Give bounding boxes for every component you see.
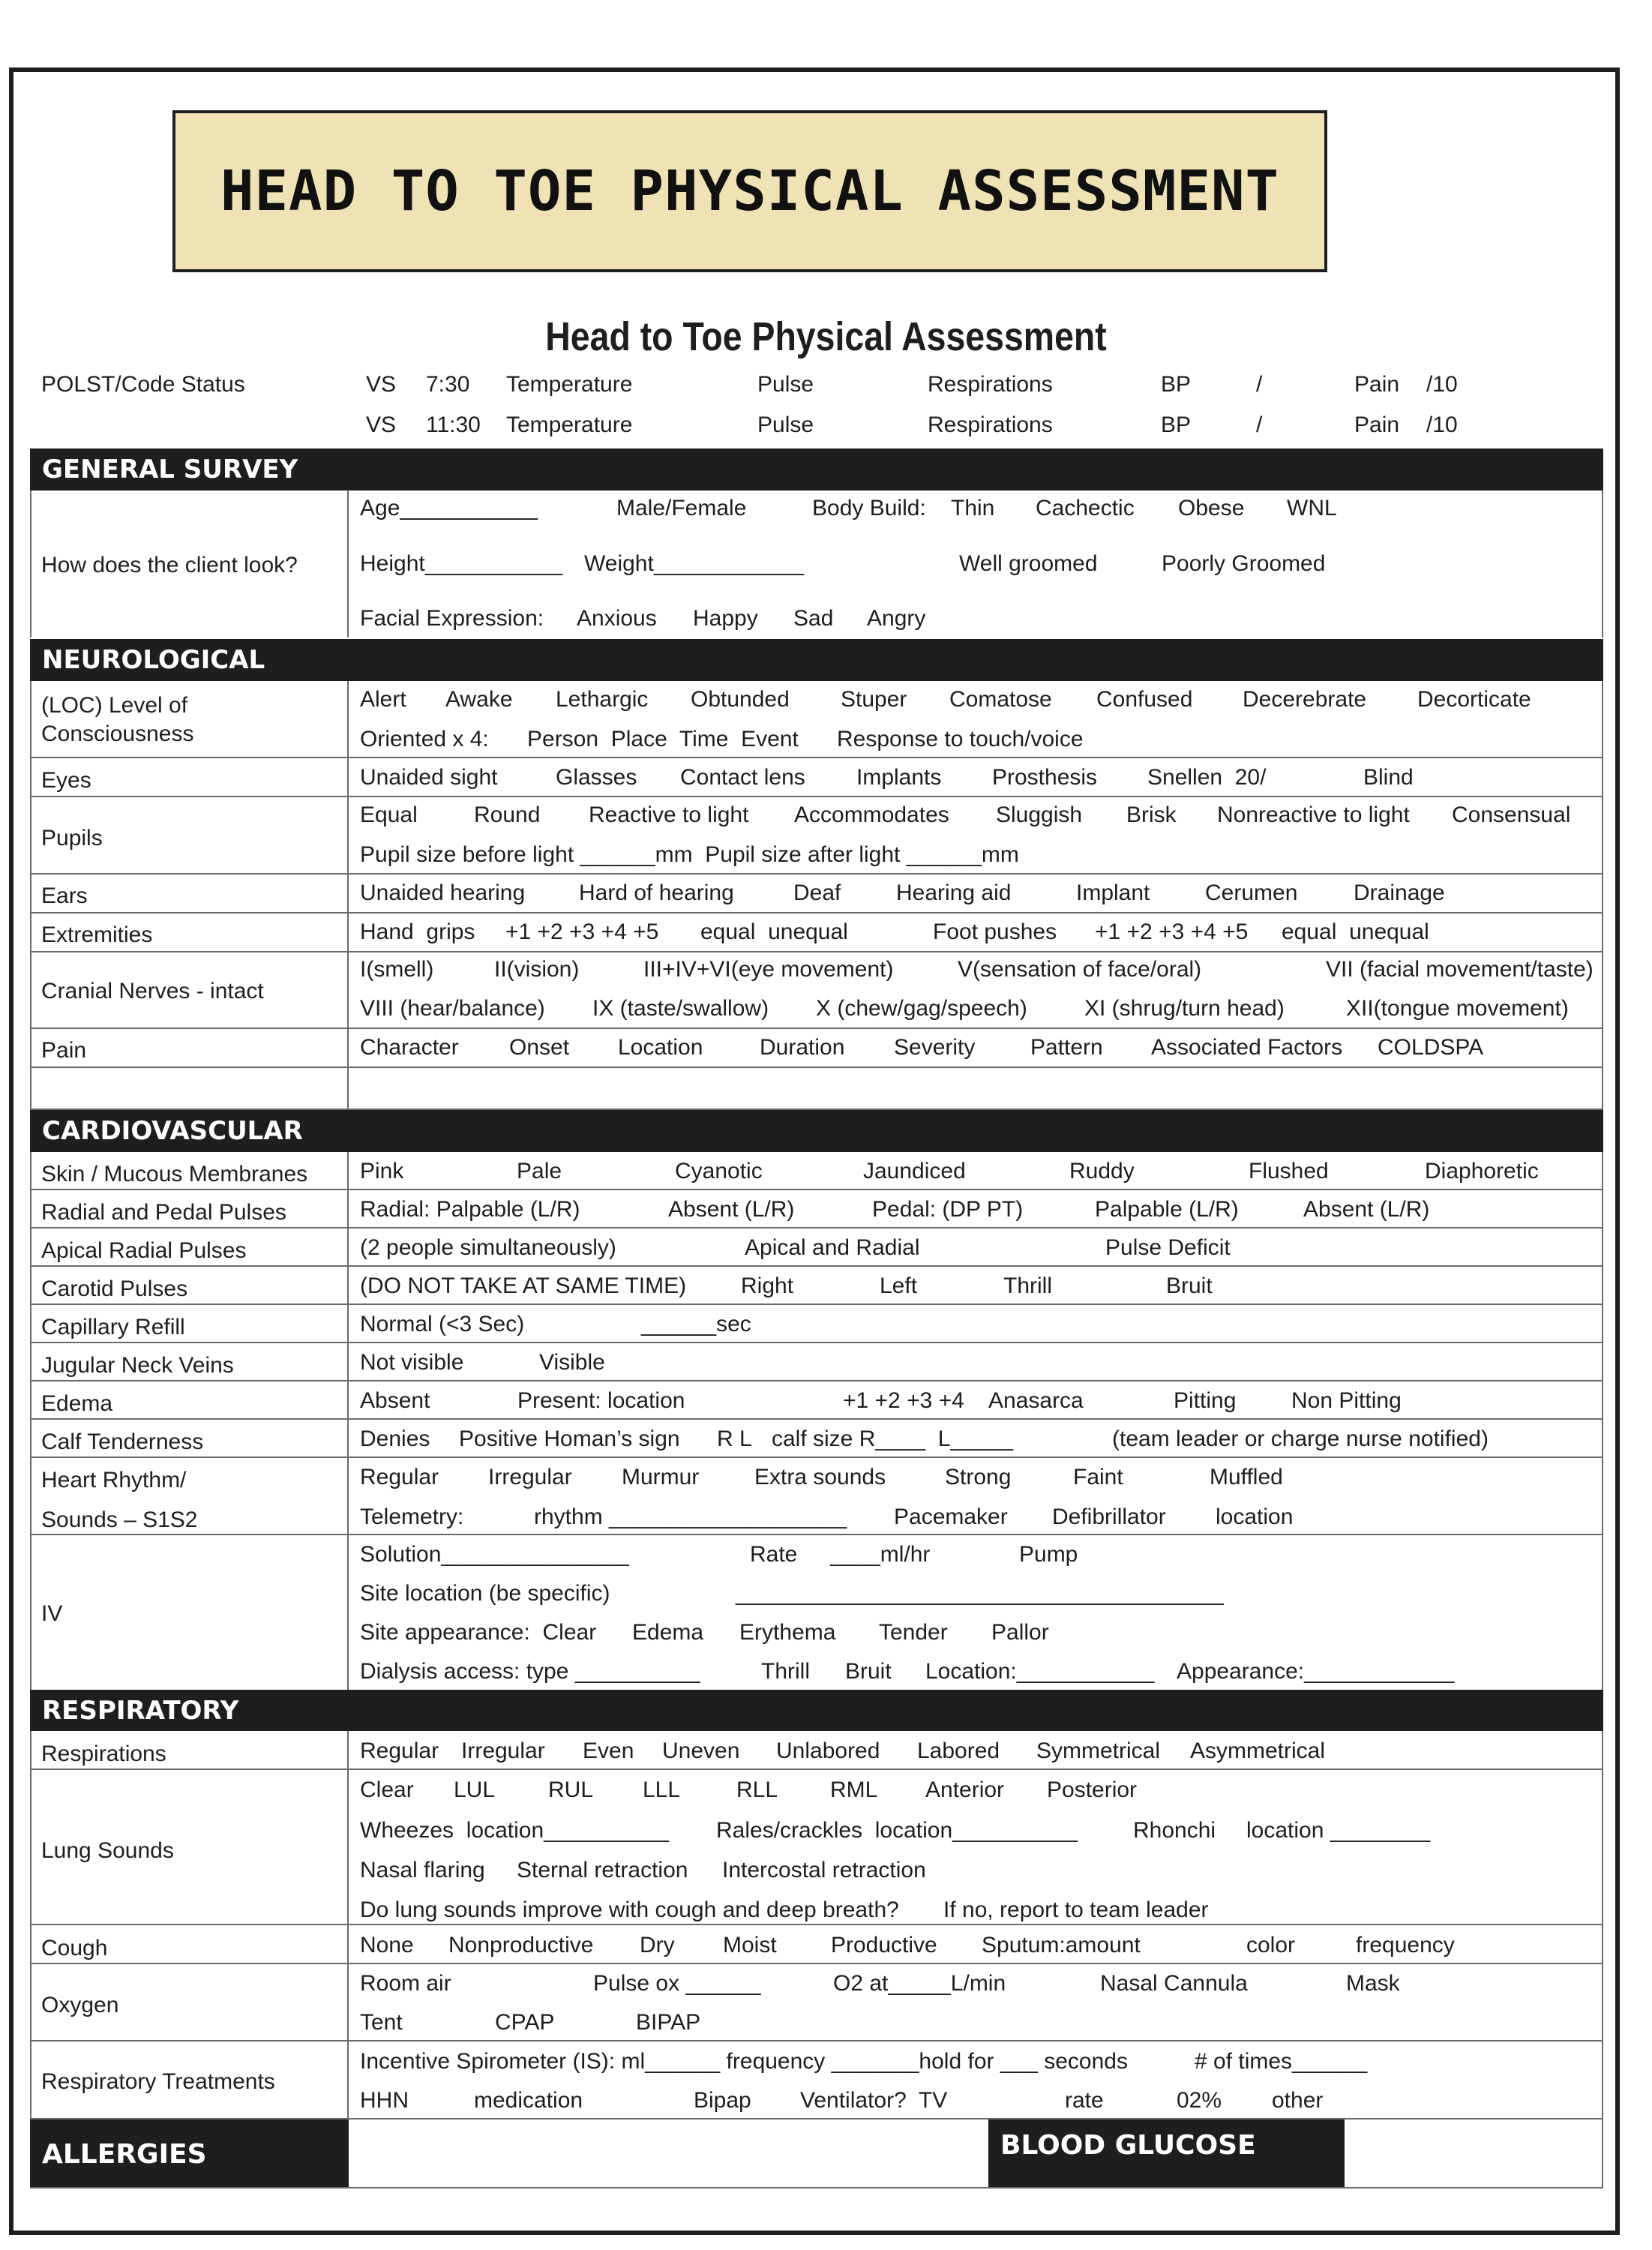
- lung-option[interactable]: LLL: [643, 1778, 681, 1802]
- cough-option[interactable]: Moist: [723, 1933, 777, 1958]
- ventilator-rate[interactable]: rate: [1065, 2088, 1104, 2113]
- heart-option[interactable]: Strong: [945, 1465, 1012, 1490]
- pulse-option[interactable]: Absent (L/R): [668, 1197, 795, 1222]
- row-line: [30, 1924, 1603, 1925]
- cap-refill-label: Capillary Refill: [41, 1315, 185, 1340]
- snellen-field[interactable]: Snellen 20/: [1147, 765, 1267, 790]
- calf-label: Calf Tenderness: [41, 1430, 204, 1454]
- lung-question: Do lung sounds improve with cough and deep breath?: [360, 1898, 899, 1922]
- calf-option[interactable]: Positive Homan’s sign: [459, 1426, 680, 1451]
- option-brisk[interactable]: Brisk: [1126, 802, 1177, 827]
- pain-option[interactable]: Location: [618, 1035, 703, 1060]
- option-unaided-hearing[interactable]: Unaided hearing: [360, 880, 526, 905]
- pain-option[interactable]: Duration: [760, 1035, 845, 1060]
- cough-option[interactable]: None: [360, 1933, 414, 1958]
- foot-pushes-equality[interactable]: equal unequal: [1282, 920, 1429, 944]
- cn-option[interactable]: I(smell): [360, 957, 434, 982]
- column-divider: [347, 490, 349, 638]
- iv-appearance-label[interactable]: Site appearance: Clear: [360, 1620, 597, 1645]
- pupils-label: Pupils: [41, 826, 103, 850]
- apical-note: (2 people simultaneously): [360, 1235, 616, 1260]
- o2-option[interactable]: Mask: [1346, 1971, 1400, 1996]
- section-respiratory: RESPIRATORY: [30, 1690, 1603, 1731]
- row-line: [30, 757, 1603, 758]
- vs-temp: Temperature: [506, 412, 633, 437]
- row-line: [30, 1028, 1603, 1029]
- edema-option[interactable]: Non Pitting: [1291, 1388, 1402, 1413]
- heart-option[interactable]: Pacemaker: [894, 1504, 1008, 1529]
- option-lethargic[interactable]: Lethargic: [556, 687, 649, 712]
- table-border: [30, 681, 31, 1110]
- oriented-label: Oriented x 4:: [360, 727, 489, 752]
- heart-option[interactable]: Muffled: [1210, 1465, 1283, 1490]
- cough-option[interactable]: Productive: [831, 1933, 937, 1958]
- blood-glucose-label: BLOOD GLUCOSE: [988, 2120, 1345, 2188]
- vs-pain-scale: /10: [1426, 372, 1458, 397]
- rt-option-other[interactable]: other: [1272, 2088, 1324, 2113]
- skin-label: Skin / Mucous Membranes: [41, 1162, 308, 1186]
- option-drainage[interactable]: Drainage: [1354, 880, 1445, 905]
- cough-label: Cough: [41, 1936, 108, 1960]
- skin-option[interactable]: Diaphoretic: [1425, 1159, 1539, 1184]
- pulse-option[interactable]: Absent (L/R): [1303, 1197, 1430, 1222]
- dialysis-option[interactable]: Bruit: [845, 1659, 892, 1684]
- cn-option[interactable]: X (chew/gag/speech): [816, 996, 1027, 1021]
- apical-option[interactable]: Apical and Radial: [745, 1235, 920, 1260]
- option-decerebrate[interactable]: Decerebrate: [1243, 687, 1367, 712]
- is-fields[interactable]: Incentive Spirometer (IS): ml______ frequency _______hold for ___ seconds: [360, 2049, 1128, 2074]
- heart-option[interactable]: Defibrillator: [1052, 1504, 1166, 1529]
- rt-option[interactable]: Bipap: [694, 2088, 751, 2113]
- option-wnl[interactable]: WNL: [1287, 496, 1337, 520]
- iv-site-label: Site location (be specific): [360, 1581, 610, 1606]
- hand-grips-equality[interactable]: equal unequal: [700, 920, 848, 944]
- o2-option[interactable]: Tent: [360, 2010, 403, 2035]
- cap-refill-seconds[interactable]: ______sec: [641, 1312, 751, 1336]
- calf-side[interactable]: R L: [717, 1426, 752, 1451]
- vs-label: VS: [366, 412, 397, 437]
- hand-grips-scale[interactable]: +1 +2 +3 +4 +5: [505, 920, 659, 944]
- option-glasses[interactable]: Glasses: [556, 765, 637, 790]
- lung-option[interactable]: LUL: [454, 1778, 496, 1802]
- cap-option-normal[interactable]: Normal (<3 Sec): [360, 1312, 525, 1336]
- option-deaf[interactable]: Deaf: [793, 880, 841, 905]
- edema-option[interactable]: Absent: [360, 1388, 430, 1413]
- o2-option[interactable]: BIPAP: [636, 2010, 701, 2035]
- vs-pain: Pain: [1354, 412, 1400, 437]
- option-cachectic[interactable]: Cachectic: [1036, 496, 1135, 520]
- o2-rate-field[interactable]: O2 at_____L/min: [833, 1971, 1006, 1996]
- rt-option[interactable]: medication: [474, 2088, 583, 2113]
- row-line: [30, 1456, 1603, 1458]
- loc-label: (LOC) Level of Consciousness: [41, 693, 194, 746]
- oxygen-label: Oxygen: [41, 1993, 119, 2018]
- rales-location-field[interactable]: Rales/crackles location__________: [716, 1818, 1078, 1843]
- rhonchi-location-field[interactable]: location ________: [1246, 1818, 1431, 1843]
- option-unaided-sight[interactable]: Unaided sight: [360, 765, 498, 790]
- apical-option[interactable]: Pulse Deficit: [1105, 1235, 1231, 1260]
- option-hearing-aid[interactable]: Hearing aid: [896, 880, 1012, 905]
- table-border: [30, 1731, 31, 2120]
- polst-label: POLST/Code Status: [41, 372, 245, 397]
- pulse-option[interactable]: Radial: Palpable (L/R): [360, 1197, 580, 1222]
- iv-option[interactable]: Tender: [879, 1620, 948, 1645]
- iv-label: IV: [41, 1601, 63, 1626]
- rr-option[interactable]: Regular: [360, 1738, 439, 1763]
- vs-bp-slash: /: [1256, 412, 1263, 437]
- carotid-option[interactable]: Left: [880, 1274, 918, 1298]
- iv-solution-field[interactable]: Solution_______________: [360, 1542, 629, 1567]
- table-border: [30, 490, 31, 638]
- cn-option[interactable]: XI (shrug/turn head): [1084, 996, 1285, 1021]
- rr-option[interactable]: Irregular: [461, 1738, 545, 1763]
- pain-label: Pain: [41, 1038, 87, 1063]
- pulse-option[interactable]: Palpable (L/R): [1095, 1197, 1239, 1222]
- section-general-survey: GENERAL SURVEY: [30, 448, 1603, 490]
- iv-option-pump[interactable]: Pump: [1019, 1542, 1078, 1567]
- edema-scale[interactable]: +1 +2 +3 +4: [843, 1388, 964, 1413]
- option-obese[interactable]: Obese: [1178, 496, 1245, 520]
- heart-option[interactable]: Regular: [360, 1465, 439, 1490]
- column-divider: [347, 1152, 349, 1690]
- pupil-size-fields[interactable]: Pupil size before light ______mm Pupil size after light ______mm: [360, 842, 1019, 867]
- heart-option[interactable]: Irregular: [488, 1465, 572, 1490]
- page-subtitle: Head to Toe Physical Assessment: [545, 314, 1107, 359]
- option-obtunded[interactable]: Obtunded: [691, 687, 790, 712]
- option-poorly-groomed[interactable]: Poorly Groomed: [1162, 551, 1326, 576]
- pain-option[interactable]: Associated Factors: [1151, 1035, 1343, 1060]
- carotid-option[interactable]: Right: [741, 1274, 794, 1298]
- heart-option[interactable]: Murmur: [622, 1465, 700, 1490]
- skin-option[interactable]: Pale: [517, 1159, 562, 1184]
- cough-option[interactable]: Dry: [640, 1933, 675, 1958]
- option-anxious[interactable]: Anxious: [577, 606, 657, 631]
- iv-rate-field[interactable]: ____ml/hr: [830, 1542, 931, 1567]
- option-accommodates[interactable]: Accommodates: [794, 802, 949, 827]
- lung-option[interactable]: Intercostal retraction: [722, 1858, 926, 1882]
- rt-option[interactable]: HHN: [360, 2088, 409, 2113]
- ventilator-tv[interactable]: Ventilator? TV: [800, 2088, 948, 2113]
- pulse-ox-field[interactable]: Pulse ox ______: [593, 1971, 761, 1996]
- row-line: [30, 1380, 1603, 1382]
- lung-option-rhonchi[interactable]: Rhonchi: [1133, 1818, 1216, 1843]
- option-stuper[interactable]: Stuper: [841, 687, 907, 712]
- row-line: [30, 1265, 1603, 1267]
- row-line: [30, 1189, 1603, 1190]
- sputum-amount[interactable]: Sputum:amount: [982, 1933, 1141, 1958]
- edema-label: Edema: [41, 1391, 113, 1416]
- row-line: [30, 1418, 1603, 1420]
- row-line: [30, 2040, 1603, 2042]
- option-implants[interactable]: Implants: [856, 765, 942, 790]
- apical-label: Apical Radial Pulses: [41, 1238, 247, 1263]
- iv-option[interactable]: Edema: [632, 1620, 704, 1645]
- option-reactive[interactable]: Reactive to light: [589, 802, 749, 827]
- row-line: [30, 912, 1603, 914]
- pain-option[interactable]: Onset: [509, 1035, 570, 1060]
- lung-option[interactable]: RML: [830, 1778, 878, 1802]
- vs-time: 7:30: [426, 372, 470, 397]
- option-sluggish[interactable]: Sluggish: [996, 802, 1083, 827]
- jvd-label: Jugular Neck Veins: [41, 1353, 234, 1378]
- cn-option[interactable]: II(vision): [494, 957, 580, 982]
- respirations-label: Respirations: [41, 1742, 166, 1766]
- row-line: [30, 951, 1603, 952]
- ventilator-o2[interactable]: 02%: [1177, 2088, 1222, 2113]
- rr-option[interactable]: Labored: [917, 1738, 1000, 1763]
- table-border: [1602, 681, 1603, 1110]
- option-well-groomed[interactable]: Well groomed: [959, 551, 1098, 576]
- lung-option[interactable]: Posterior: [1047, 1778, 1138, 1802]
- row-line: [30, 2187, 1603, 2188]
- option-decorticate[interactable]: Decorticate: [1417, 687, 1531, 712]
- heart-label: Sounds – S1S2: [41, 1508, 198, 1532]
- cn-option[interactable]: XII(tongue movement): [1346, 996, 1569, 1021]
- body-build-label: Body Build:: [812, 496, 926, 520]
- table-border: [30, 1152, 31, 1690]
- calf-size-fields[interactable]: calf size R____ L_____: [772, 1426, 1013, 1451]
- pain-option[interactable]: Pattern: [1030, 1035, 1103, 1060]
- heart-option[interactable]: Faint: [1073, 1465, 1123, 1490]
- blood-glucose-field[interactable]: [1345, 2120, 1602, 2187]
- vs-bp: BP: [1161, 412, 1192, 437]
- lung-option[interactable]: Clear: [360, 1778, 414, 1802]
- edema-option[interactable]: Anasarca: [988, 1388, 1084, 1413]
- option-nonreactive[interactable]: Nonreactive to light: [1217, 802, 1410, 827]
- row-line: [30, 1304, 1603, 1305]
- calf-note: (team leader or charge nurse notified): [1112, 1426, 1489, 1451]
- ears-label: Ears: [41, 884, 88, 908]
- cn-option[interactable]: IX (taste/swallow): [592, 996, 769, 1021]
- iv-option[interactable]: Pallor: [991, 1620, 1049, 1645]
- sputum-frequency[interactable]: frequency: [1356, 1933, 1455, 1958]
- lung-instruction: If no, report to team leader: [943, 1898, 1209, 1922]
- option-angry[interactable]: Angry: [867, 606, 926, 631]
- foot-pushes-label: Foot pushes: [933, 920, 1057, 944]
- hand-grips-label: Hand grips: [360, 920, 475, 944]
- heart-label: Heart Rhythm/: [41, 1468, 187, 1492]
- cranial-nerves-label: Cranial Nerves - intact: [41, 979, 264, 1004]
- vs-bp: BP: [1161, 372, 1192, 397]
- option-sad[interactable]: Sad: [793, 606, 834, 631]
- o2-option[interactable]: CPAP: [495, 2010, 555, 2035]
- carotid-label: Carotid Pulses: [41, 1276, 188, 1301]
- heart-option[interactable]: Extra sounds: [754, 1465, 886, 1490]
- eyes-label: Eyes: [41, 768, 91, 793]
- rr-option[interactable]: Unlabored: [776, 1738, 880, 1763]
- row-line: [30, 1227, 1603, 1228]
- rr-option[interactable]: Asymmetrical: [1190, 1738, 1326, 1763]
- extremities-label: Extremities: [41, 922, 153, 947]
- option-consensual[interactable]: Consensual: [1452, 802, 1571, 827]
- telemetry-label: Telemetry:: [360, 1504, 464, 1529]
- table-border: [1602, 490, 1603, 638]
- option-cerumen[interactable]: Cerumen: [1205, 880, 1298, 905]
- vs-pain-scale: /10: [1426, 412, 1458, 437]
- lung-option[interactable]: Anterior: [925, 1778, 1005, 1802]
- height-field[interactable]: Height___________: [360, 551, 563, 576]
- cn-option[interactable]: VII (facial movement/taste): [1326, 957, 1594, 982]
- option-alert[interactable]: Alert: [360, 687, 406, 712]
- row-line: [30, 1768, 1603, 1770]
- o2-option[interactable]: Room air: [360, 1971, 451, 1996]
- section-neurological: NEUROLOGICAL: [30, 639, 1603, 681]
- cn-option[interactable]: VIII (hear/balance): [360, 996, 545, 1021]
- weight-field[interactable]: Weight____________: [584, 551, 805, 576]
- vs-resp: Respirations: [928, 372, 1053, 397]
- rr-option[interactable]: Symmetrical: [1036, 1738, 1161, 1763]
- option-round[interactable]: Round: [474, 802, 541, 827]
- skin-option[interactable]: Pink: [360, 1159, 404, 1184]
- foot-pushes-scale[interactable]: +1 +2 +3 +4 +5: [1095, 920, 1249, 944]
- cough-option[interactable]: Nonproductive: [448, 1933, 594, 1958]
- jvd-option[interactable]: Visible: [539, 1350, 605, 1375]
- option-thin[interactable]: Thin: [951, 496, 995, 520]
- option-awake[interactable]: Awake: [445, 687, 513, 712]
- dialysis-option[interactable]: Thrill: [761, 1659, 810, 1684]
- option-prosthesis[interactable]: Prosthesis: [992, 765, 1098, 790]
- option-contact-lens[interactable]: Contact lens: [680, 765, 805, 790]
- age-field[interactable]: Age___________: [360, 496, 538, 520]
- option-confused[interactable]: Confused: [1096, 687, 1193, 712]
- pain-option[interactable]: COLDSPA: [1378, 1035, 1484, 1060]
- column-divider: [347, 1731, 349, 2120]
- option-comatose[interactable]: Comatose: [949, 687, 1052, 712]
- edema-location[interactable]: Present: location: [517, 1388, 685, 1413]
- vs-temp: Temperature: [506, 372, 633, 397]
- wheezes-location-field[interactable]: Wheezes location__________: [360, 1818, 669, 1843]
- vs-pain: Pain: [1354, 372, 1400, 397]
- skin-option[interactable]: Ruddy: [1069, 1159, 1135, 1184]
- vs-bp-slash: /: [1256, 372, 1263, 397]
- dialysis-type-field[interactable]: Dialysis access: type __________: [360, 1659, 700, 1684]
- vs-pulse: Pulse: [757, 412, 814, 437]
- pain-option[interactable]: Severity: [894, 1035, 976, 1060]
- cn-option[interactable]: III+IV+VI(eye movement): [643, 957, 894, 982]
- vs-resp: Respirations: [928, 412, 1053, 437]
- vs-label: VS: [366, 372, 397, 397]
- pulse-option[interactable]: Pedal: (DP PT): [872, 1197, 1024, 1222]
- skin-option[interactable]: Jaundiced: [863, 1159, 966, 1184]
- lung-option[interactable]: Sternal retraction: [517, 1858, 688, 1882]
- radial-label: Radial and Pedal Pulses: [41, 1200, 286, 1225]
- sex-option[interactable]: Male/Female: [616, 496, 747, 520]
- orientation-options[interactable]: Person Place Time Event: [527, 727, 799, 752]
- iv-rate-label: Rate: [750, 1542, 798, 1567]
- iv-option[interactable]: Erythema: [739, 1620, 836, 1645]
- row-line: [30, 1066, 1603, 1068]
- carotid-note: (DO NOT TAKE AT SAME TIME): [360, 1274, 687, 1298]
- dialysis-appearance-field[interactable]: Appearance:____________: [1177, 1659, 1455, 1684]
- row-line: [30, 1342, 1603, 1343]
- telemetry-rhythm-field[interactable]: rhythm ___________________: [534, 1504, 847, 1529]
- o2-option[interactable]: Nasal Cannula: [1100, 1971, 1248, 1996]
- row-line: [30, 796, 1603, 797]
- edema-option[interactable]: Pitting: [1174, 1388, 1237, 1413]
- general-label: How does the client look?: [41, 553, 298, 578]
- lung-sounds-label: Lung Sounds: [41, 1838, 174, 1863]
- cn-option[interactable]: V(sensation of face/oral): [958, 957, 1202, 982]
- carotid-option[interactable]: Thrill: [1003, 1274, 1052, 1298]
- lung-option[interactable]: Nasal flaring: [360, 1858, 485, 1882]
- column-divider: [347, 681, 349, 1110]
- table-border: [1602, 1152, 1603, 1690]
- option-hard-of-hearing[interactable]: Hard of hearing: [579, 880, 734, 905]
- sputum-color[interactable]: color: [1246, 1933, 1296, 1958]
- option-blind[interactable]: Blind: [1363, 765, 1414, 790]
- lung-option[interactable]: RUL: [548, 1778, 594, 1802]
- skin-option[interactable]: Cyanotic: [675, 1159, 763, 1184]
- calf-option[interactable]: Denies: [360, 1426, 430, 1451]
- allergies-label: ALLERGIES: [30, 2120, 349, 2188]
- is-times-field[interactable]: # of times______: [1195, 2049, 1368, 2074]
- row-line: [30, 1963, 1603, 1964]
- rr-option[interactable]: Even: [583, 1738, 634, 1763]
- option-response-touch[interactable]: Response to touch/voice: [837, 727, 1084, 752]
- resp-treatments-label: Respiratory Treatments: [41, 2069, 275, 2094]
- allergies-field[interactable]: [349, 2120, 988, 2187]
- iv-site-field[interactable]: _______________________________________: [736, 1581, 1224, 1606]
- pain-option[interactable]: Character: [360, 1035, 459, 1060]
- option-happy[interactable]: Happy: [693, 606, 758, 631]
- banner-title: HEAD TO TOE PHYSICAL ASSESSMENT: [172, 110, 1327, 272]
- option-equal[interactable]: Equal: [360, 802, 418, 827]
- carotid-option[interactable]: Bruit: [1166, 1274, 1213, 1298]
- lung-option[interactable]: RLL: [736, 1778, 778, 1802]
- section-cardiovascular: CARDIOVASCULAR: [30, 1110, 1603, 1152]
- row-line: [30, 873, 1603, 874]
- facial-expression-label: Facial Expression:: [360, 606, 544, 631]
- row-line: [30, 1534, 1603, 1535]
- dialysis-location-field[interactable]: Location:___________: [925, 1659, 1155, 1684]
- heart-option[interactable]: location: [1216, 1504, 1294, 1529]
- vs-pulse: Pulse: [757, 372, 814, 397]
- jvd-option[interactable]: Not visible: [360, 1350, 464, 1375]
- vs-time: 11:30: [426, 412, 481, 437]
- skin-option[interactable]: Flushed: [1249, 1159, 1329, 1184]
- option-implant[interactable]: Implant: [1076, 880, 1150, 905]
- rr-option[interactable]: Uneven: [662, 1738, 740, 1763]
